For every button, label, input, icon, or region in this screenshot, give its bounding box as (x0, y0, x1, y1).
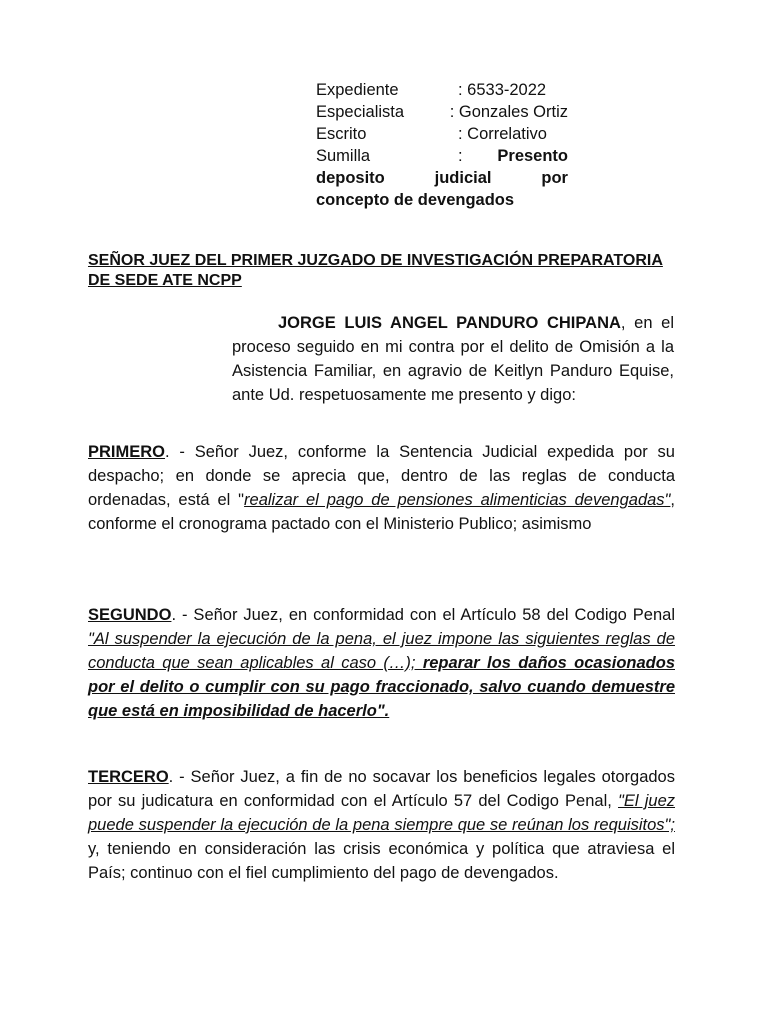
segundo-label: SEGUNDO (88, 606, 172, 624)
primero-label: PRIMERO (88, 443, 166, 461)
primero-quote: realizar el pago de pensiones alimenticias devengadas" (244, 491, 671, 509)
paragraph-tercero (88, 765, 675, 885)
tercero-quote: "El juez puede suspender la ejecución de la pena siempre que se reúnan los requisitos"; (88, 792, 675, 834)
segundo-quote: "Al suspender la ejecución de la pena, el juez impone las siguientes reglas de conducta que sean aplicables al caso (…); (88, 630, 675, 672)
sumilla-word: deposito (316, 169, 385, 187)
segundo-quote-bold: reparar los daños ocasionados por el delito o cumplir con su pago fraccionado, salvo cuando demuestre que está en imposibilidad de hacerlo". (88, 654, 675, 720)
sumilla-line-2 (316, 167, 568, 189)
segundo-text-1: . - Señor Juez, en conformidad con el Artículo 58 del Codigo Penal (171, 606, 675, 624)
intro-text: , en el proceso seguido en mi contra por el delito de Omisión a la Asistencia Familiar, en agravio de Keitlyn Panduro Equise, ante Ud. respetuosamente me presento y digo: (232, 314, 674, 404)
expediente-row (316, 79, 568, 101)
sumilla-word: por (541, 169, 568, 187)
primero-text-1: . - Señor Juez, conforme la Sentencia Judicial expedida por su despacho; en donde se aprecia que, dentro de las reglas de conducta ordenadas, está el " (88, 443, 675, 509)
especialista-value: : Gonzales Ortiz (449, 103, 568, 121)
paragraph-segundo (88, 603, 675, 723)
especialista-label: Especialista (316, 103, 405, 121)
intro-paragraph (232, 311, 674, 407)
petitioner-name: JORGE LUIS ANGEL PANDURO CHIPANA (278, 314, 621, 332)
escrito-label: Escrito (316, 125, 367, 143)
sumilla-label: Sumilla (316, 147, 371, 165)
paragraph-primero (88, 440, 675, 536)
expediente-label: Expediente (316, 81, 399, 99)
escrito-row (316, 123, 568, 145)
sumilla-line-3: concepto de devengados (316, 191, 515, 209)
sumilla-word-presento: Presento (497, 147, 568, 165)
sumilla-row (316, 145, 568, 167)
tercero-label: TERCERO (88, 768, 169, 786)
tercero-text-1: . - Señor Juez, a fin de no socavar los beneficios legales otorgados por su judicatura en conformidad con el Artículo 57 del Codigo Penal, (88, 768, 675, 810)
escrito-value: : Correlativo (458, 125, 547, 143)
sumilla-first-line (458, 145, 568, 167)
sumilla-colon: : (458, 147, 463, 165)
expediente-value: : 6533-2022 (458, 81, 547, 99)
case-header (316, 79, 568, 211)
primero-text-2: , conforme el cronograma pactado con el Ministerio Publico; asimismo (88, 491, 675, 533)
sumilla-word: judicial (434, 169, 492, 187)
tercero-text-2: y, teniendo en consideración las crisis económica y política que atraviesa el País; continuo con el fiel cumplimiento del pago de devengados. (88, 840, 675, 882)
especialista-row (316, 101, 568, 123)
addressee-heading: SEÑOR JUEZ DEL PRIMER JUZGADO DE INVESTIGACIÓN PREPARATORIA DE SEDE ATE NCPP (88, 252, 663, 289)
